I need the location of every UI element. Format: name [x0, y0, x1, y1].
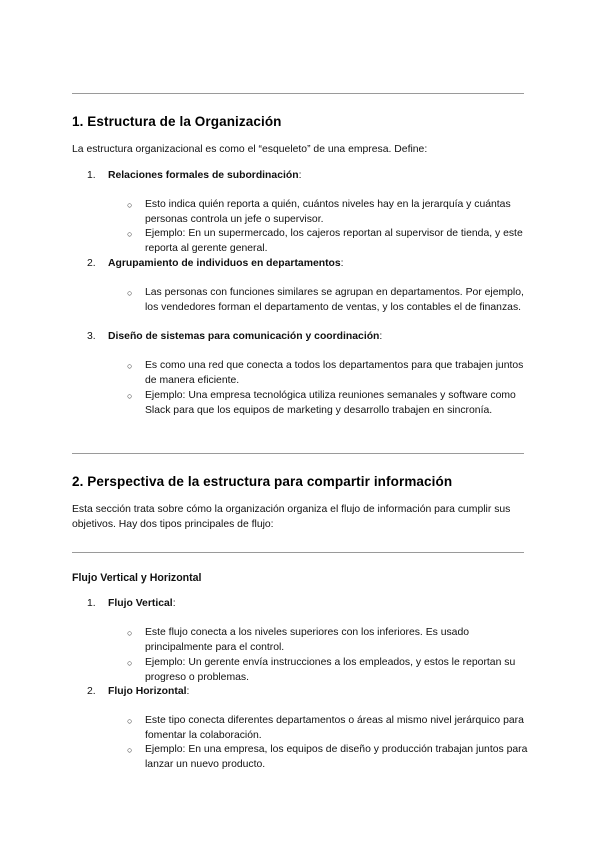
list-item-label: Agrupamiento de individuos en departamentos: [108, 258, 341, 269]
circle-bullet-icon: ○: [127, 288, 133, 298]
bullet-text: Esto indica quién reporta a quién, cuántos niveles hay en la jerarquía y cuántas personas controla un jefe o supervisor.: [145, 199, 511, 225]
list-item-suffix: :: [172, 598, 176, 609]
list-item: [87, 169, 301, 184]
bullet-text: Ejemplo: Una empresa tecnológica utiliza reuniones semanales y software como Slack para que los equipos de marketing y desarrollo trabajen en sincronía.: [145, 390, 516, 416]
list-number: 2.: [87, 258, 96, 269]
section-title: 2. Perspectiva de la estructura para compartir información: [72, 474, 453, 489]
section-intro: La estructura organizacional es como el “esqueleto” de una empresa. Define:: [72, 144, 428, 155]
circle-bullet-icon: ○: [127, 716, 133, 726]
bullet-text: Es como una red que conecta a todos los departamentos para que trabajen juntos de manera eficiente.: [145, 360, 524, 386]
bullet-text: Ejemplo: Un gerente envía instrucciones a los empleados, y estos le reportan su progreso o problemas.: [145, 657, 516, 683]
bullet-text: Ejemplo: En un supermercado, los cajeros reportan al supervisor de tienda, y este reporta al gerente general.: [145, 228, 523, 254]
list-item-label: Flujo Horizontal: [108, 686, 187, 697]
list-item-suffix: :: [379, 331, 383, 342]
circle-bullet-icon: ○: [127, 745, 133, 755]
list-item: [87, 257, 344, 272]
list-item-label: Relaciones formales de subordinación: [108, 170, 299, 181]
section-intro: Esta sección trata sobre cómo la organización organiza el flujo de información para cumplir sus objetivos. Hay dos tipos principales de flujo:: [72, 504, 511, 530]
bullet-text: Ejemplo: En una empresa, los equipos de diseño y producción trabajan juntos para lanzar un nuevo producto.: [145, 744, 528, 770]
circle-bullet-icon: ○: [127, 200, 133, 210]
list-number: 3.: [87, 331, 96, 342]
bullet-text: Este tipo conecta diferentes departamentos o áreas al mismo nivel jerárquico para fomentar la colaboración.: [145, 715, 524, 741]
list-item-suffix: :: [298, 170, 302, 181]
list-number: 1.: [87, 598, 96, 609]
circle-bullet-icon: ○: [127, 229, 133, 239]
divider: [72, 453, 524, 454]
list-number: 2.: [87, 686, 96, 697]
list-number: 1.: [87, 170, 96, 181]
divider: [72, 93, 524, 94]
list-item: [87, 597, 176, 612]
circle-bullet-icon: ○: [127, 628, 133, 638]
subheading: Flujo Vertical y Horizontal: [72, 572, 202, 584]
bullet-text: Este flujo conecta a los niveles superiores con los inferiores. Es usado principalmente para el control.: [145, 627, 470, 653]
circle-bullet-icon: ○: [127, 391, 133, 401]
list-item-suffix: :: [186, 686, 190, 697]
divider: [72, 552, 524, 553]
list-item-label: Flujo Vertical: [108, 598, 173, 609]
bullet-text: Las personas con funciones similares se agrupan en departamentos. Por ejemplo, los vendedores forman el departamento de ventas, y los contables el de finanzas.: [145, 287, 524, 313]
list-item: [87, 685, 189, 700]
list-item-label: Diseño de sistemas para comunicación y coordinación: [108, 331, 380, 342]
list-item-suffix: :: [340, 258, 344, 269]
circle-bullet-icon: ○: [127, 361, 133, 371]
section-title: 1. Estructura de la Organización: [72, 114, 282, 129]
circle-bullet-icon: ○: [127, 658, 133, 668]
list-item: [87, 330, 382, 345]
